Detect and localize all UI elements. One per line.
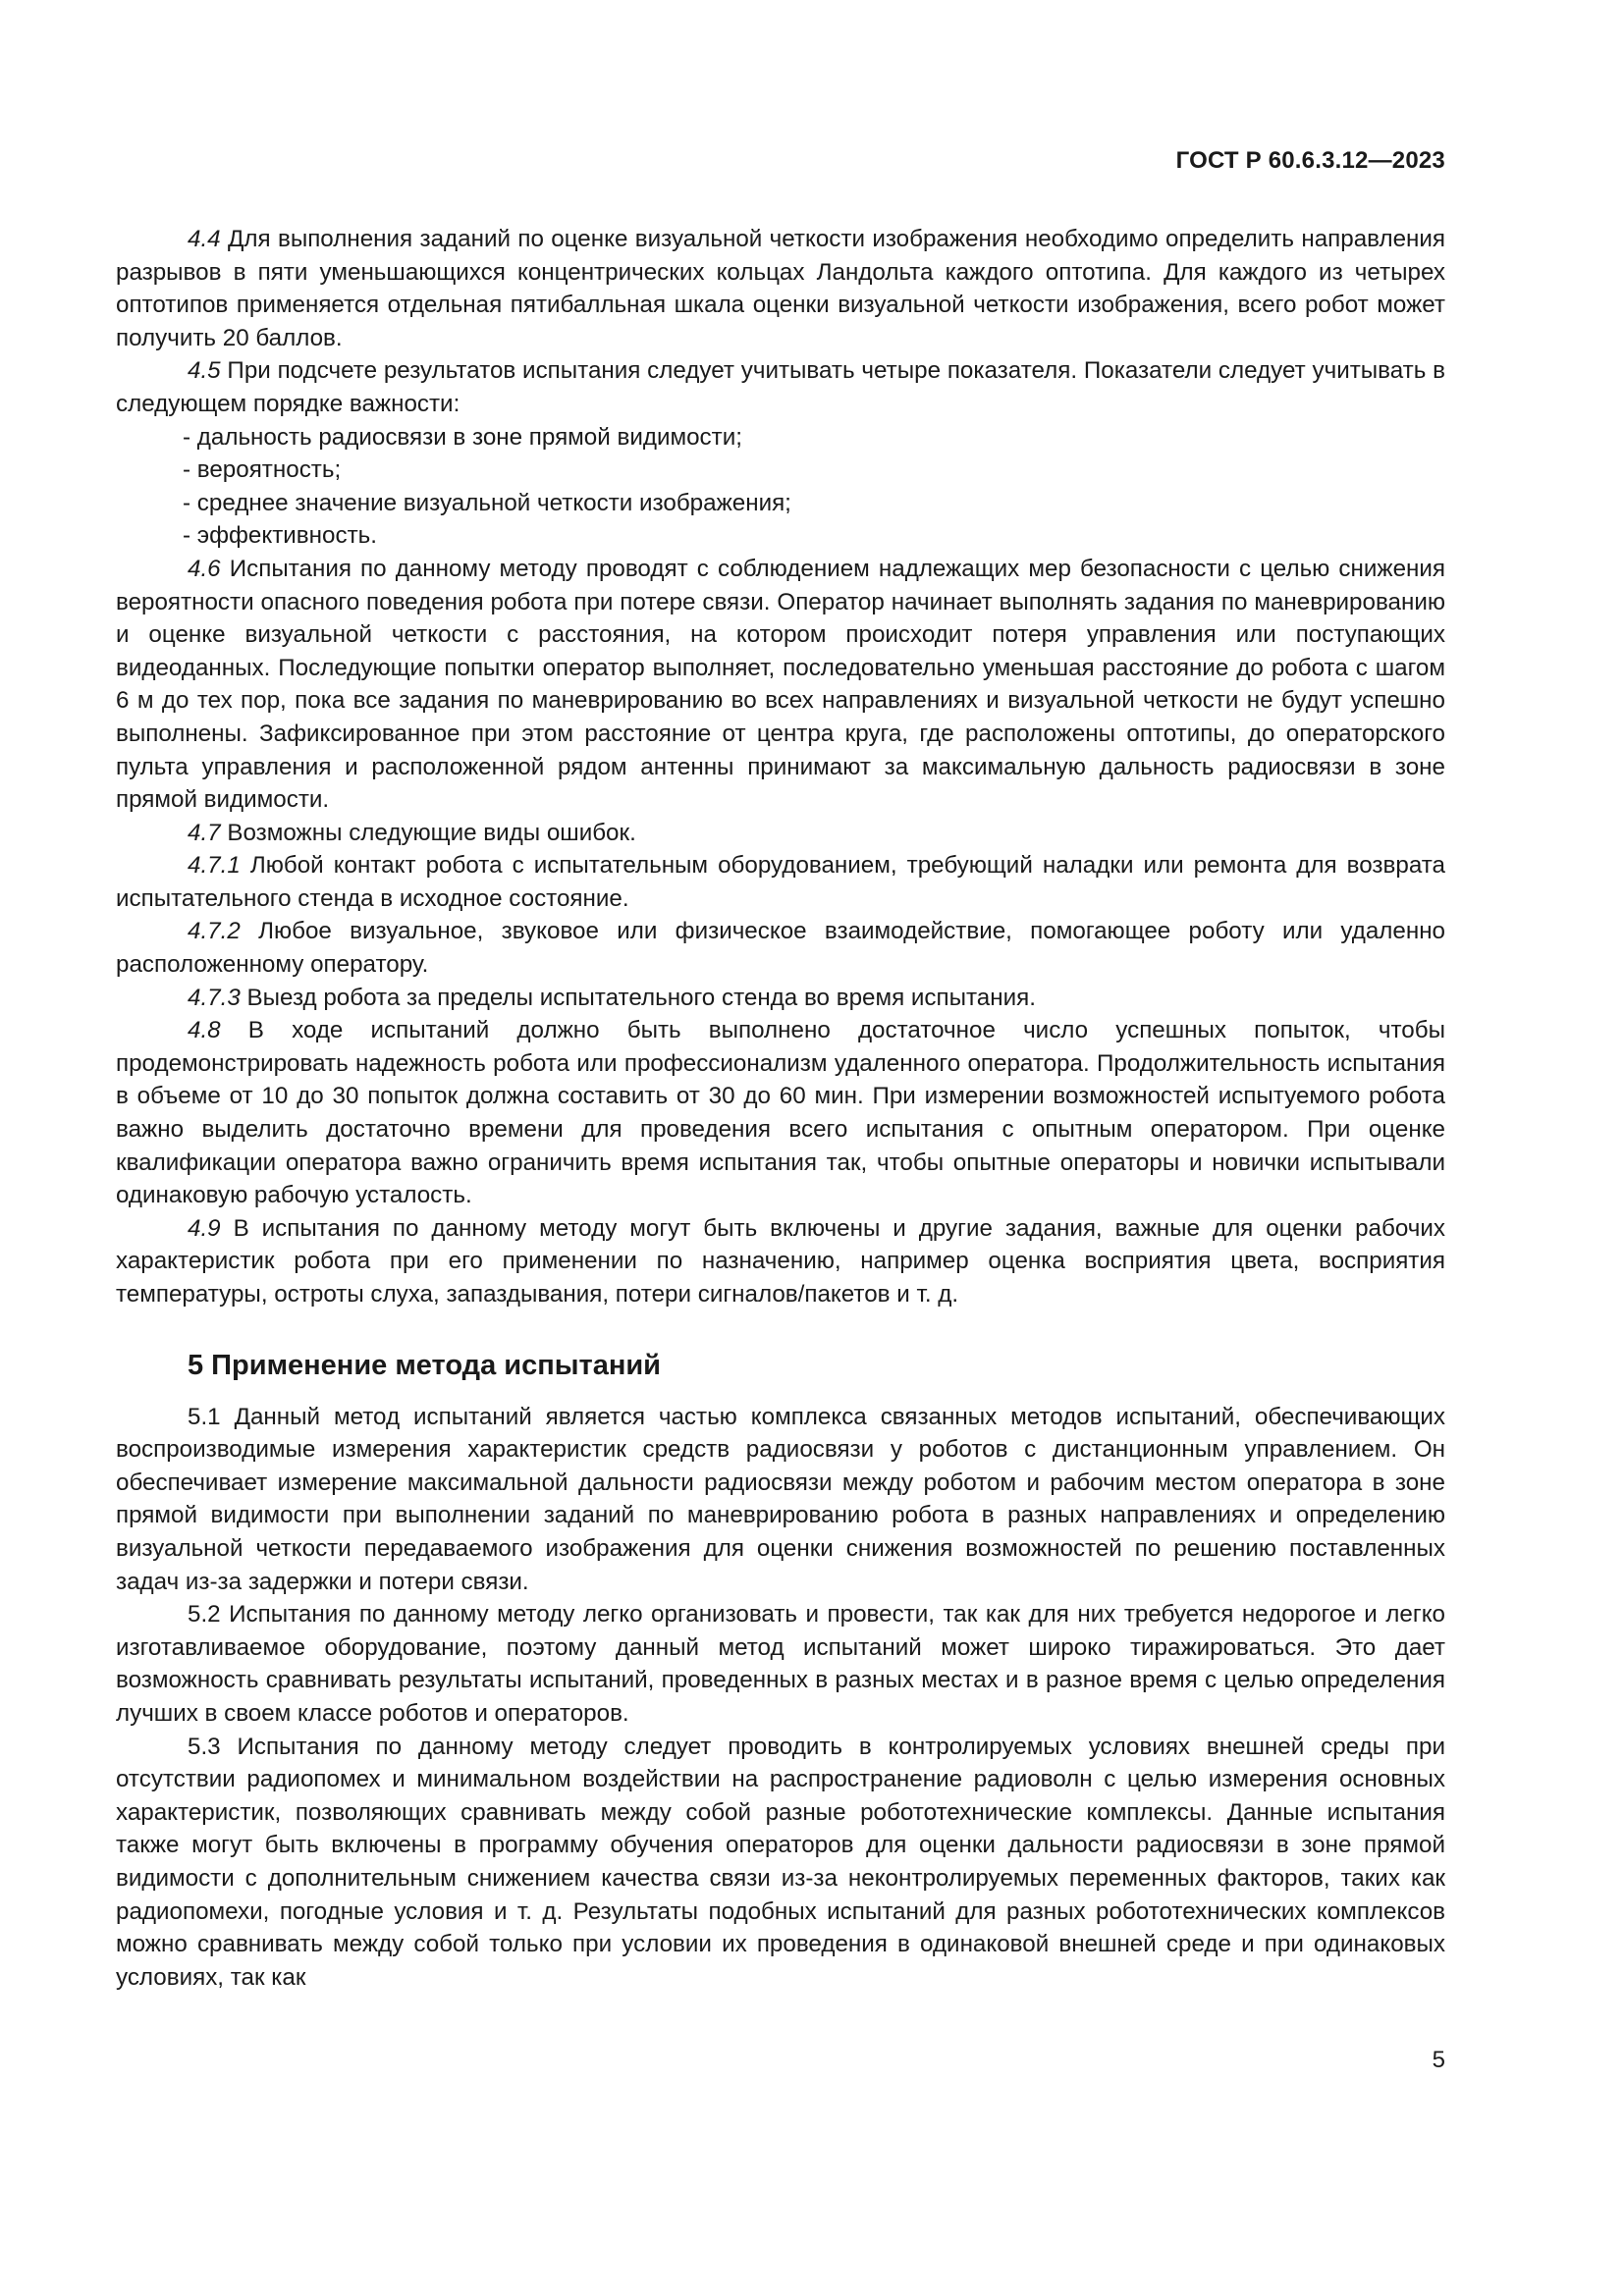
paragraph-4-7 — [116, 817, 1445, 850]
page-number: 5 — [1432, 2047, 1445, 2073]
document-body — [116, 223, 1445, 1994]
clause-number: 4.8 — [188, 1017, 221, 1044]
paragraph-text: Любой контакт робота с испытательным оборудованием, требующий наладки или ремонта для возврата испытательного стенда в исходное состояние. — [116, 852, 1445, 912]
paragraph-4-4 — [116, 223, 1445, 354]
paragraph-text: При подсчете результатов испытания следует учитывать четыре показателя. Показатели следует учитывать в следующем порядке важности: — [116, 357, 1445, 417]
clause-number: 4.7.1 — [188, 852, 241, 880]
paragraph-4-7-1 — [116, 849, 1445, 915]
paragraph-text: Выезд робота за пределы испытательного стенда во время испытания. — [240, 984, 1036, 1011]
paragraph-4-9 — [116, 1212, 1445, 1311]
paragraph-4-7-3 — [116, 982, 1445, 1015]
clause-number: 4.4 — [188, 226, 221, 252]
list-item: - среднее значение визуальной четкости изображения; — [183, 489, 791, 516]
clause-number: 4.9 — [188, 1214, 221, 1242]
paragraph-4-5 — [116, 354, 1445, 420]
clause-number: 4.7.2 — [188, 918, 241, 945]
paragraph-text: Испытания по данному методу проводят с соблюдением надлежащих мер безопасности с целью снижения вероятности опасного поведения робота при потере связи. Оператор начинает выполнять задания по маневрированию и оценке визуальной четкости с расстояния, на котором происходит потеря управления или поступающих видеоданных. Последующие попытки оператор выполняет, последовательно уменьшая расстояние до робота с шагом 6 м до тех пор, пока все задания по маневрированию во всех направлениях и визуальной четкости не будут успешно выполнены. Зафиксированное при этом расстояние от центра круга, где расположены оптотипы, до операторского пульта управления и расположенной рядом антенны принимают за максимальную дальность радиосвязи в зоне прямой видимости. — [116, 555, 1445, 814]
paragraph-4-8 — [116, 1014, 1445, 1212]
paragraph-text: В испытания по данному методу могут быть включены и другие задания, важные для оценки рабочих характеристик робота при его применении по назначению, например оценка восприятия цвета, восприятия температуры, остроты слуха, запаздывания, потери сигналов/пакетов и т. д. — [116, 1214, 1445, 1308]
paragraph-4-7-2 — [116, 915, 1445, 981]
paragraph-5-3: 5.3 Испытания по данному методу следует проводить в контролируемых условиях внешней среды при отсутствии радиопомех и минимальном воздействии на распространение радиоволн с целью измерения основных характеристик, позволяющих сравнивать между собой разные робототехнические комплексы. Данные испытания также могут быть включены в программу обучения операторов для оценки дальности радиосвязи в зоне прямой видимости с дополнительным снижением качества связи из-за неконтролируемых переменных факторов, таких как радиопомехи, погодные условия и т. д. Результаты подобных испытаний для разных робототехнических комплексов можно сравнивать между собой только при условии их проведения в одинаковой внешней среде и при одинаковых условиях, так как — [116, 1733, 1445, 1991]
clause-number: 4.5 — [188, 357, 221, 385]
paragraph-text: Любое визуальное, звуковое или физическое взаимодействие, помогающее роботу или удаленно расположенному оператору. — [116, 918, 1445, 979]
clause-number: 4.6 — [188, 555, 221, 582]
paragraph-text: В ходе испытаний должно быть выполнено достаточное число успешных попыток, чтобы продемонстрировать надежность робота или профессионализм удаленного оператора. Продолжительность испытания в объеме от 10 до 30 попыток должна составить от 30 до 60 мин. При измерении возможностей испытуемого робота важно выделить достаточно времени для проведения всего испытания с опытным оператором. При оценке квалификации оператора важно ограничить время испытания так, чтобы опытные операторы и новички испытывали одинаковую рабочую усталость. — [116, 1017, 1445, 1209]
clause-number: 4.7.3 — [188, 984, 241, 1011]
paragraph-text: Возможны следующие виды ошибок. — [220, 819, 636, 846]
paragraph-text: Для выполнения заданий по оценке визуальной четкости изображения необходимо определить направления разрывов в пяти уменьшающихся концентрических кольцах Ландольта каждого оптотипа. Для каждого из четырех оптотипов применяется отдельная пятибалльная шкала оценки визуальной четкости изображения, всего робот может получить 20 баллов. — [116, 226, 1445, 351]
section-heading: 5 Применение метода испытаний — [188, 1349, 662, 1381]
clause-number: 4.7 — [188, 819, 221, 846]
paragraph-4-6 — [116, 553, 1445, 817]
list-item: - вероятность; — [183, 456, 342, 484]
document-code-header: ГОСТ Р 60.6.3.12—2023 — [1175, 147, 1445, 174]
list-item: - дальность радиосвязи в зоне прямой видимости; — [183, 423, 742, 451]
paragraph-5-2: 5.2 Испытания по данному методу легко организовать и провести, так как для них требуется недорогое и легко изготавливаемое оборудование, поэтому данный метод испытаний может широко тиражироваться. Это дает возможность сравнивать результаты испытаний, проведенных в разных местах и в разное время с целью определения лучших в своем классе роботов и операторов. — [116, 1601, 1445, 1727]
paragraph-5-1: 5.1 Данный метод испытаний является частью комплекса связанных методов испытаний, обеспечивающих воспроизводимые измерения характеристик средств радиосвязи у роботов с дистанционным управлением. Он обеспечивает измерение максимальной дальности радиосвязи между роботом и рабочим местом оператора в зоне прямой видимости при выполнении заданий по маневрированию робота в разных направлениях и определению визуальной четкости передаваемого изображения для оценки снижения возможностей по решению поставленных задач из-за задержки и потери связи. — [116, 1403, 1445, 1595]
list-item: - эффективность. — [183, 522, 377, 550]
